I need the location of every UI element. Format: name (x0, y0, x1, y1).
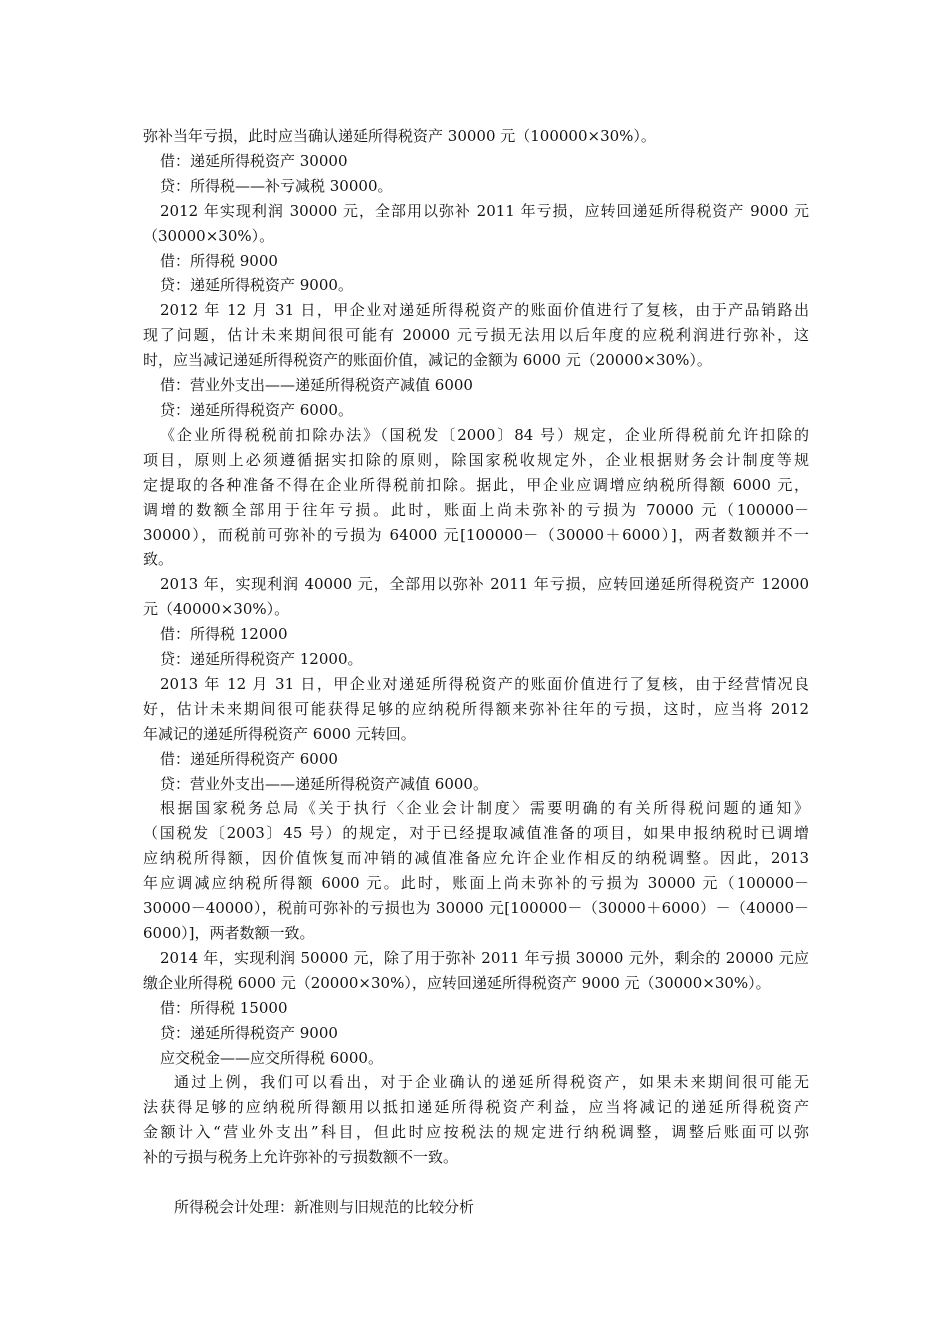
text-line: 年减记的递延所得税资产 6000 元转回。 (143, 724, 416, 743)
text-line: 2013 年，实现利润 40000 元，全部用以弥补 2011 年亏损，应转回递延所得税资产 12000 (160, 575, 809, 594)
paragraph (143, 572, 809, 622)
journal-entry (143, 622, 809, 647)
text-line: 定提取的各种准备不得在企业所得税前扣除。据此，甲企业应调增应纳税所得额 6000 元， (143, 475, 809, 494)
text-line: 30000），而税前可弥补的亏损为 64000 元[100000－（30000＋6000）]，两者数额并不一 (143, 525, 809, 544)
journal-entry (143, 249, 809, 274)
text-line: 6000）]，两者数额一致。 (143, 924, 315, 942)
text-line: 应交税金——应交所得税 6000。 (160, 1048, 383, 1067)
text-line: 借：所得税 15000 (160, 998, 288, 1017)
journal-entry (143, 747, 809, 772)
text-line: 2014 年，实现利润 50000 元，除了用于弥补 2011 年亏损 30000 元外，剩余的 20000 元应 (160, 948, 809, 967)
text-line: 法获得足够的应纳税所得额用以抵扣递延所得税资产利益，应当将减记的递延所得税资产 (143, 1098, 809, 1117)
text-line: 调增的数额全部用于往年亏损。此时，账面上尚未弥补的亏损为 70000 元（100000－ (143, 500, 809, 519)
journal-entry (143, 647, 809, 672)
section-heading (143, 1195, 809, 1220)
text-line: 2012 年 12 月 31 日，甲企业对递延所得税资产的账面价值进行了复核，由于产品销路出 (160, 301, 809, 320)
text-line: 金额计入“营业外支出”科目，但此时应按税法的规定进行纳税调整，调整后账面可以弥 (143, 1123, 809, 1142)
text-line: 所得税会计处理：新准则与旧规范的比较分析 (174, 1197, 475, 1216)
text-line: 贷：所得税——补亏减税 30000。 (160, 176, 393, 195)
text-line: 缴企业所得税 6000 元（20000×30%），应转回递延所得税资产 9000 元（30000×30%）。 (143, 973, 771, 992)
text-line: 贷：递延所得税资产 12000。 (160, 650, 363, 669)
text-line: 2012 年实现利润 30000 元，全部用以弥补 2011 年亏损，应转回递延所得税资产 9000 元 (160, 201, 809, 220)
paragraph (143, 946, 809, 996)
journal-entry (143, 1021, 809, 1046)
blank-line (143, 1170, 809, 1195)
text-line: 补的亏损与税务上允许弥补的亏损数额不一致。 (143, 1148, 459, 1167)
text-line: 借：递延所得税资产 30000 (160, 151, 348, 170)
text-line: 弥补当年亏损，此时应当确认递延所得税资产 30000 元（100000×30%）。 (143, 127, 656, 145)
paragraph (143, 199, 809, 249)
text-line: 年应调减应纳税所得额 6000 元。此时，账面上尚未弥补的亏损为 30000 元（100000－ (143, 874, 809, 893)
journal-entry (143, 772, 809, 797)
text-line: 贷：递延所得税资产 6000。 (160, 400, 353, 419)
journal-entry (143, 174, 809, 199)
journal-entry (143, 373, 809, 398)
journal-entry (143, 398, 809, 423)
text-line: 元（40000×30%）。 (143, 600, 290, 619)
text-line: 时，应当减记递延所得税资产的账面价值，减记的金额为 6000 元（20000×30%）。 (143, 351, 712, 370)
text-line: 应纳税所得额，因价值恢复而冲销的减值准备应允许企业作相反的纳税调整。因此，2013 (143, 849, 809, 868)
text-line: 借：递延所得税资产 6000 (160, 749, 338, 768)
paragraph (143, 672, 809, 747)
text-line: 30000－40000），税前可弥补的亏损也为 30000 元[100000－（30000＋6000）－（40000－ (143, 899, 809, 918)
text-line: （国税发〔2003〕45 号）的规定，对于已经提取减值准备的项目，如果申报纳税时已调增 (143, 824, 809, 843)
text-line: 贷：递延所得税资产 9000 (160, 1023, 338, 1042)
text-line: （30000×30%）。 (143, 226, 275, 245)
journal-entry (143, 273, 809, 298)
text-line: 好，估计未来期间很可能获得足够的应纳税所得额来弥补往年的亏损，这时，应当将 2012 (143, 699, 809, 718)
text-line: 贷：营业外支出——递延所得税资产减值 6000。 (160, 774, 488, 793)
text-line: 贷：递延所得税资产 9000。 (160, 276, 353, 295)
paragraph (143, 423, 809, 572)
text-line: 2013 年 12 月 31 日，甲企业对递延所得税资产的账面价值进行了复核，由于经营情况良 (160, 674, 809, 693)
paragraph (143, 1070, 809, 1170)
document-body (143, 124, 809, 1220)
text-line: 《企业所得税税前扣除办法》（国税发〔2000〕84 号）规定，企业所得税前允许扣除的 (160, 425, 809, 444)
text-line: 通过上例，我们可以看出，对于企业确认的递延所得税资产，如果未来期间很可能无 (174, 1073, 809, 1092)
text-line: 借：所得税 9000 (160, 251, 278, 270)
paragraph (143, 796, 809, 945)
text-line: 借：所得税 12000 (160, 625, 288, 644)
journal-entry (143, 1046, 809, 1071)
text-line: 致。 (143, 550, 174, 569)
text-line: 现了问题，估计未来期间很可能有 20000 元亏损无法用以后年度的应税利润进行弥补，这 (143, 326, 809, 345)
paragraph (143, 298, 809, 373)
paragraph (143, 124, 809, 149)
text-line: 根据国家税务总局《关于执行〈企业会计制度〉需要明确的有关所得税问题的通知》 (160, 799, 809, 818)
journal-entry (143, 996, 809, 1021)
text-line: 项目，原则上必须遵循据实扣除的原则，除国家税收规定外，企业根据财务会计制度等规 (143, 450, 809, 469)
journal-entry (143, 149, 809, 174)
text-line: 借：营业外支出——递延所得税资产减值 6000 (160, 376, 473, 395)
